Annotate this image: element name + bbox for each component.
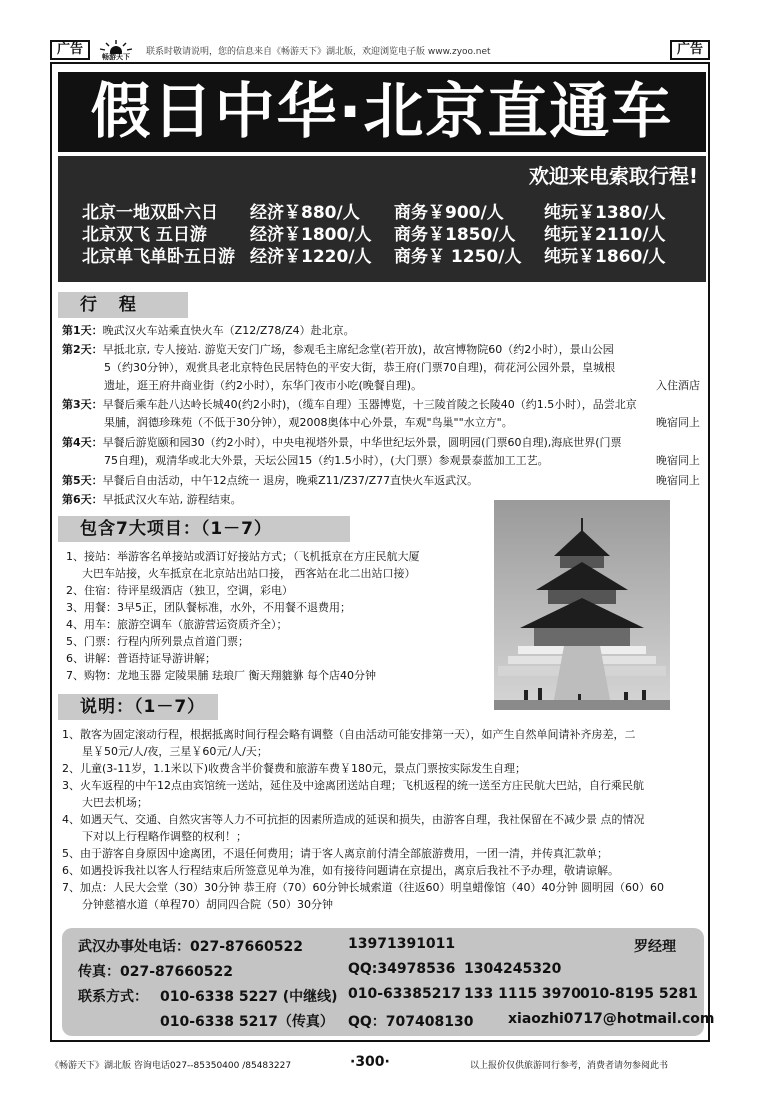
top-note: 联系时敬请说明，您的信息来自《畅游天下》湖北版，欢迎浏览电子版 www.zyoo.net: [146, 47, 491, 57]
day-label: 第3天：: [62, 398, 103, 411]
day-text: 遗址，逛王府井商业街（约2小时），东华门夜市小吃(晚餐自理)。: [104, 379, 423, 392]
day-text: 果脯，润德珍珠苑（不低于30分钟），观2008奥体中心外景，车观"鸟巢""水立方"。: [104, 416, 513, 429]
mobile-number: 13971391011: [348, 936, 456, 952]
notes-list: [62, 726, 702, 913]
list-item: 星￥50元/人/夜，三星￥60元/人/天；: [82, 745, 268, 758]
list-item: 6、讲解：普语持证导游讲解；: [66, 652, 216, 665]
list-item: 5、门票：行程内所列景点首道门票；: [66, 635, 249, 648]
pure-fun-price: 纯玩￥2110/人: [544, 225, 666, 245]
day-text: 75自理)，观清华或北大外景，天坛公园15（约1.5小时），(大门票）参观景泰蓝加工工艺。: [104, 454, 549, 467]
day-label: 第1天：: [62, 324, 103, 337]
fax-number: 传真：027-87660522: [78, 964, 233, 980]
mobile-number: 133 1115 3970: [464, 986, 581, 1002]
email-address: xiaozhi0717@hotmail.com: [508, 1011, 715, 1027]
logo-text: 畅游天下: [102, 53, 130, 61]
price-subtitle: 欢迎来电索取行程!: [528, 164, 698, 188]
phone-number: 010-8195 5281: [580, 986, 698, 1002]
ad-tag-right: 广告: [670, 40, 710, 60]
day-label: 第2天：: [62, 343, 103, 356]
economy-price: 经济￥1800/人: [250, 225, 372, 245]
list-item: 3、用餐：3早5正，团队餐标准，水外，不用餐不退费用；: [66, 601, 351, 614]
economy-price: 经济￥1220/人: [250, 247, 372, 267]
list-item: 2、住宿：待评星级酒店（独卫，空调，彩电）: [66, 584, 293, 597]
page-number: ·300·: [350, 1054, 390, 1070]
itinerary-day: [62, 322, 702, 340]
day-text: 早抵武汉火车站, 游程结束。: [102, 493, 242, 506]
business-price: 商务￥ 1250/人: [394, 247, 522, 267]
office-phone: 武汉办事处电话：027-87660522: [78, 939, 303, 955]
phone-number: 010-63385217: [348, 986, 461, 1002]
pure-fun-price: 纯玩￥1860/人: [544, 247, 666, 267]
list-item: 大巴去机场；: [82, 796, 148, 809]
list-item: 6、如遇投诉我社以客人行程结束后所签意见单为准，如有接待问题请在京提出，离京后我社不予办理，敬请谅解。: [62, 864, 619, 877]
list-item: 4、用车：旅游空调车（旅游营运资质齐全）；: [66, 618, 288, 631]
day-text: 早餐后自由活动，中午12点统一 退房，晚乘Z11/Z37/Z77直快火车返武汉。: [102, 474, 479, 487]
list-item: 下对以上行程略作调整的权利！；: [82, 830, 247, 843]
list-item: 大巴车站接，火车抵京在北京站出站口接， 西客站在北二出站口接）: [82, 567, 416, 580]
banner-title: 假日中华·北京直通车: [58, 72, 706, 152]
itinerary-day: [62, 472, 702, 490]
itinerary-day: [62, 434, 702, 470]
itinerary-day: [62, 341, 702, 395]
list-item: 5、由于游客自身原因中途离团，不退任何费用；请于客人离京前付清全部旅游费用，一团一清，并传真汇款单；: [62, 847, 608, 860]
day-text: 晚武汉火车站乘直快火车（Z12/Z78/Z4）赴北京。: [102, 324, 355, 337]
route-name: 北京单飞单卧五日游: [82, 247, 235, 267]
included-heading: 包含7大项目：（1－7）: [58, 516, 350, 542]
day-lodging: 晚宿同上: [656, 416, 700, 429]
economy-price: 经济￥880/人: [250, 203, 360, 223]
route-name: 北京一地双卧六日: [82, 203, 218, 223]
list-item: 1、散客为固定滚动行程，根据抵离时间行程会略有调整（自由活动可能安排第一天），如产生自然单间请补齐房差，二: [62, 728, 636, 741]
brand-logo: [96, 38, 136, 62]
contact-box: [62, 928, 715, 1036]
footer-publication: 《畅游天下》湖北版 咨询电话027--85350400 /85483227: [50, 1061, 292, 1071]
day-label: 第5天：: [62, 474, 103, 487]
list-item: 分钟慈禧水道（单程70）胡同四合院（50）30分钟: [82, 898, 333, 911]
temple-of-heaven-photo: [494, 500, 670, 710]
included-list: [66, 548, 486, 684]
list-item: 7、加点：人民大会堂（30）30分钟 恭王府（70）60分钟长城索道（往返60）明皇蜡像馆（40）40分钟 圆明园（60）60: [62, 881, 664, 894]
ad-tag-left: 广告: [50, 40, 90, 60]
route-name: 北京双飞 五日游: [82, 225, 207, 245]
day-text: 早餐后乘车赴八达岭长城40(约2小时)，（缆车自理）玉器博览，十三陵首陵之长陵40（约1.5小时），品尝北京: [102, 398, 637, 411]
manager-name: 罗经理: [634, 939, 676, 955]
business-price: 商务￥1850/人: [394, 225, 516, 245]
price-box: [58, 156, 706, 282]
itinerary-day: [62, 396, 702, 432]
list-item: 2、儿童(3-11岁，1.1米以下)收费含半价餐费和旅游车费￥180元，景点门票按实际发生自理；: [62, 762, 527, 775]
phone-number: 010-6338 5227 (中继线): [160, 989, 338, 1005]
notes-heading: 说明：（1－7）: [58, 694, 218, 720]
day-text: 早餐后游览颐和园30（约2小时），中央电视塔外景，中华世纪坛外景，圆明园(门票60自理),海底世界(门票: [102, 436, 622, 449]
pure-fun-price: 纯玩￥1380/人: [544, 203, 666, 223]
list-item: 1、接站：举游客名单接站或酒订好接站方式；（飞机抵京在方庄民航大厦: [66, 550, 420, 563]
business-price: 商务￥900/人: [394, 203, 504, 223]
day-lodging: 晚宿同上: [656, 454, 700, 467]
qq-number: QQ:34978536: [348, 961, 456, 977]
mobile-number: 1304245320: [464, 961, 562, 977]
footer-disclaimer: 以上报价仅供旅游同行参考，消费者请勿参阅此书: [470, 1061, 669, 1071]
day-lodging: 入住酒店: [656, 379, 700, 392]
qq-number: QQ：707408130: [348, 1014, 474, 1030]
day-text: 早抵北京, 专人接站. 游览天安门广场，参观毛主席纪念堂(若开放)，故宫博物院60（约2小时），景山公园: [102, 343, 614, 356]
day-label: 第6天：: [62, 493, 103, 506]
contact-label: 联系方式：: [78, 989, 148, 1005]
day-text: 5（约30分钟），观赏具老北京特色民居特色的平安大街，恭王府(门票70自理)，荷花河公园外景，皇城根: [104, 361, 616, 374]
fax-number: 010-6338 5217（传真）: [160, 1014, 334, 1030]
day-label: 第4天：: [62, 436, 103, 449]
day-lodging: 晚宿同上: [656, 474, 700, 487]
list-item: 3、火车返程的中午12点由宾馆统一送站，延住及中途离团送站自理；飞机返程的统一送至方庄民航大巴站，自行乘民航: [62, 779, 644, 792]
list-item: 7、购物：龙地玉器 定陵果脯 珐琅厂 衡天翔貔貅 每个店40分钟: [66, 669, 376, 682]
list-item: 4、如遇天气、交通、自然灾害等人力不可抗拒的因素所造成的延误和损失，由游客自理，我社保留在不减少景 点的情况: [62, 813, 645, 826]
itinerary-heading: 行 程: [58, 292, 188, 318]
